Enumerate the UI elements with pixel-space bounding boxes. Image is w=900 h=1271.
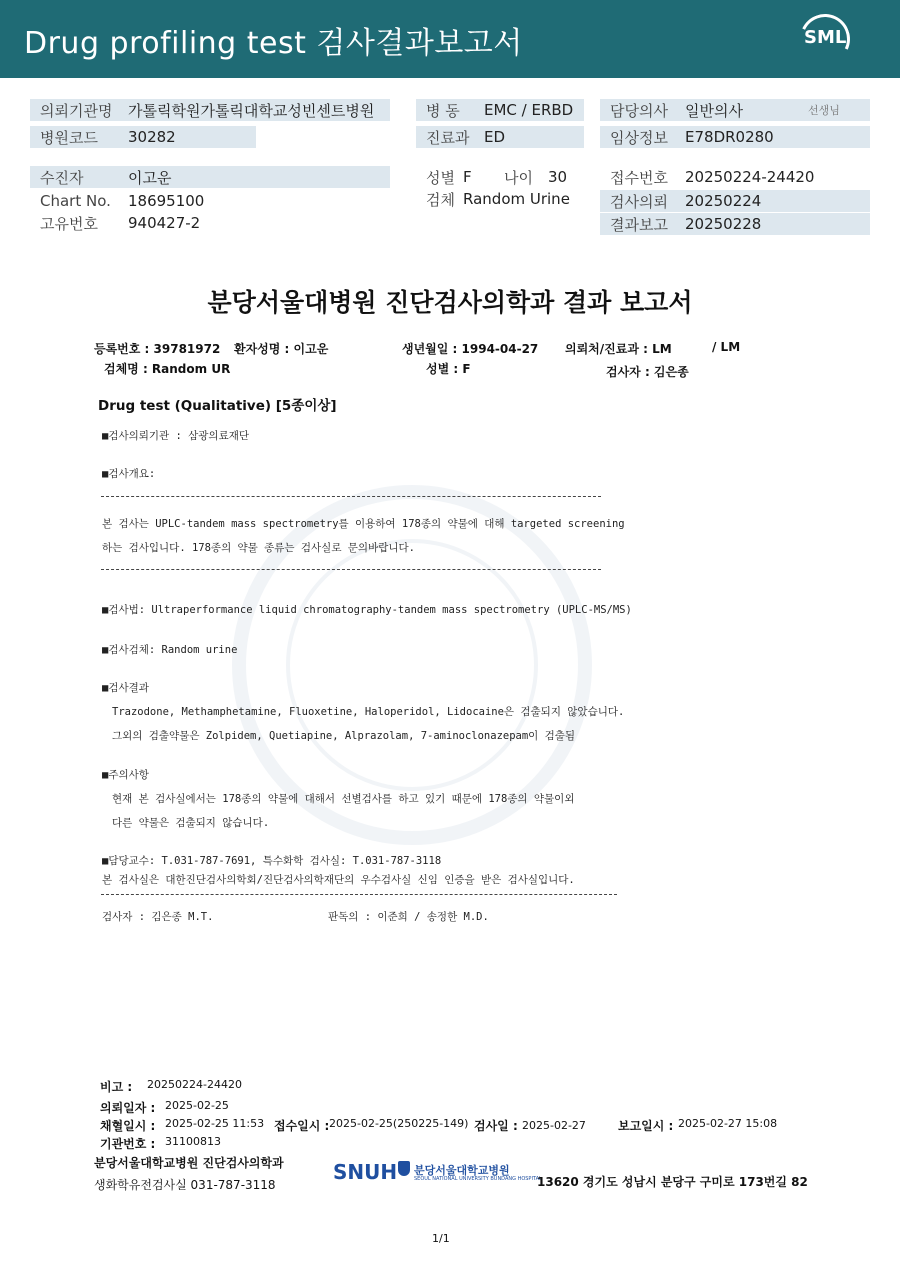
ward-row [416,99,584,121]
doctor-row [600,99,870,121]
ward-label: 병 동 [426,101,460,120]
divider [101,894,617,895]
dept-row [416,126,584,148]
snuh-shield-icon [398,1161,410,1176]
dob: 생년월일 : 1994-04-27 [402,342,539,356]
patient-label: 수진자 [40,168,84,187]
clinical-label: 임상정보 [610,128,668,147]
sex-age-row [416,166,586,188]
referral-dept: / LM [712,340,741,354]
result-text-2: 그외의 검출약물은 Zolpidem, Quetiapine, Alprazolam, 7-aminoclonazepam이 검출됨 [112,730,576,742]
specimen-row [416,188,596,210]
divider [101,569,601,570]
overview-line: ■검사개요: [102,468,156,480]
contact-line: ■담당교수: T.031-787-7691, 특수화학 검사실: T.031-787-3118 [102,855,442,867]
tech-line: 검사자 : 김은종 M.T. [102,911,214,923]
report-sex: 성별 : F [426,362,471,376]
watermark-inner-ring [286,539,538,791]
caution-text-2: 다른 약물은 검출되지 않습니다. [112,817,270,829]
lab-report-title: 분당서울대병원 진단검사의학과 결과 보고서 [207,288,693,317]
specimen-value: Random Urine [463,190,570,208]
dept-value: ED [484,128,506,146]
clinical-row [600,126,870,148]
collect-value: 2025-02-25 11:53 [165,1117,265,1130]
specimen-label: 검체 [426,190,455,209]
org-no-label: 기관번호 : [100,1137,156,1151]
receipt-row [600,166,870,188]
sex-value: F [463,168,472,186]
org-line: ■검사의뢰기관 : 삼광의료재단 [102,430,250,442]
patient-value: 이고운 [128,168,172,187]
uid-value: 940427-2 [128,214,201,232]
patient-row [30,166,390,188]
test-date-label: 검사일 : [474,1119,518,1133]
req-date-label: 의뢰일자 : [100,1101,156,1115]
req-date-value: 2025-02-25 [165,1099,229,1112]
footer-lab: 생화학유전검사실 031-787-3118 [94,1178,276,1192]
test-request-value: 20250224 [685,192,762,210]
chart-value: 18695100 [128,192,205,210]
age-value: 30 [548,168,568,186]
uid-label: 고유번호 [40,214,98,233]
hospital-code-label: 병원코드 [40,128,98,147]
sml-logo [800,14,850,64]
receipt-value: 20250224-24420 [685,168,815,186]
note-value: 20250224-24420 [147,1078,242,1091]
result-text-1: Trazodone, Methamphetamine, Fluoxetine, Haloperidol, Lidocaine은 검출되지 않았습니다. [112,706,625,718]
uid-row [30,212,390,234]
collect-label: 채혈일시 : [100,1119,156,1133]
snuh-eng-name: SEOUL NATIONAL UNIVERSITY BUNDANG HOSPITAL [414,1176,542,1182]
report-title: Drug profiling test 검사결과보고서 [24,26,523,61]
requesting-org-value: 가톨릭학원가톨릭대학교성빈센트병원 [128,101,375,120]
reader-line: 판독의 : 이준희 / 송정한 M.D. [328,911,489,923]
age-label: 나이 [504,168,533,187]
dept-label: 진료과 [426,128,470,147]
result-report-label: 결과보고 [610,215,668,234]
snuh-name: 분당서울대학교병원 [414,1164,510,1177]
referral: 의뢰처/진료과 : LM [565,342,672,356]
patient-name: 환자성명 : 이고운 [234,342,329,356]
footer-address: 13620 경기도 성남시 분당구 구미로 173번길 82 [537,1175,808,1189]
requesting-org-label: 의뢰기관명 [40,101,113,120]
result-line: ■검사결과 [102,682,149,694]
hospital-code-value: 30282 [128,128,176,146]
ward-value: EMC / ERBD [484,101,574,119]
divider [101,496,601,497]
result-report-row [600,213,870,235]
snuh-logo-text: SNUH [333,1160,398,1184]
specimen-line: ■검사검체: Random urine [102,644,238,656]
logo-text: SML [804,27,847,48]
report-examiner: 검사자 : 김은종 [606,365,689,379]
test-request-row [600,190,870,212]
sex-label: 성별 [426,168,455,187]
result-report-value: 20250228 [685,215,762,233]
note-label: 비고 : [100,1080,133,1094]
specimen-name: 검체명 : Random UR [104,362,231,376]
doctor-value: 일반의사 [685,101,743,120]
report-time-label: 보고일시 : [618,1119,674,1133]
chart-row [30,190,390,212]
cert-line: 본 검사실은 대한진단검사의학회/진단검사의학재단의 우수검사실 신임 인증을 받은 검사실입니다. [102,874,575,886]
clinical-value: E78DR0280 [685,128,774,146]
report-time-value: 2025-02-27 15:08 [678,1117,778,1130]
test-name: Drug test (Qualitative) [5종이상] [98,398,337,414]
doctor-suffix: 선생님 [808,104,840,117]
chart-label: Chart No. [40,192,111,210]
footer-dept: 분당서울대학교병원 진단검사의학과 [94,1156,284,1170]
test-request-label: 검사의뢰 [610,192,668,211]
receipt-label-footer: 접수일시 : [274,1119,330,1133]
caution-text-1: 현재 본 검사실에서는 178종의 약물에 대해서 선별검사를 하고 있기 때문에 178종의 약물이외 [112,793,575,805]
method-line: ■검사법: Ultraperformance liquid chromatography-tandem mass spectrometry (UPLC-MS/MS) [102,604,632,616]
requesting-org-row [30,99,390,121]
receipt-label: 접수번호 [610,168,668,187]
overview-text-2: 하는 검사입니다. 178종의 약물 종류는 검사실로 문의바랍니다. [102,542,415,554]
overview-text-1: 본 검사는 UPLC-tandem mass spectrometry를 이용하여 178종의 약물에 대해 targeted screening [102,518,625,530]
hospital-code-row [30,126,256,148]
receipt-value-footer: 2025-02-25(250225-149) [329,1117,469,1130]
page-number: 1/1 [432,1232,450,1245]
doctor-label: 담당의사 [610,101,668,120]
test-date-value: 2025-02-27 [522,1119,586,1132]
org-no-value: 31100813 [165,1135,221,1148]
reg-no: 등록번호 : 39781972 [94,342,221,356]
caution-line: ■주의사항 [102,769,149,781]
header-bar [0,0,900,78]
